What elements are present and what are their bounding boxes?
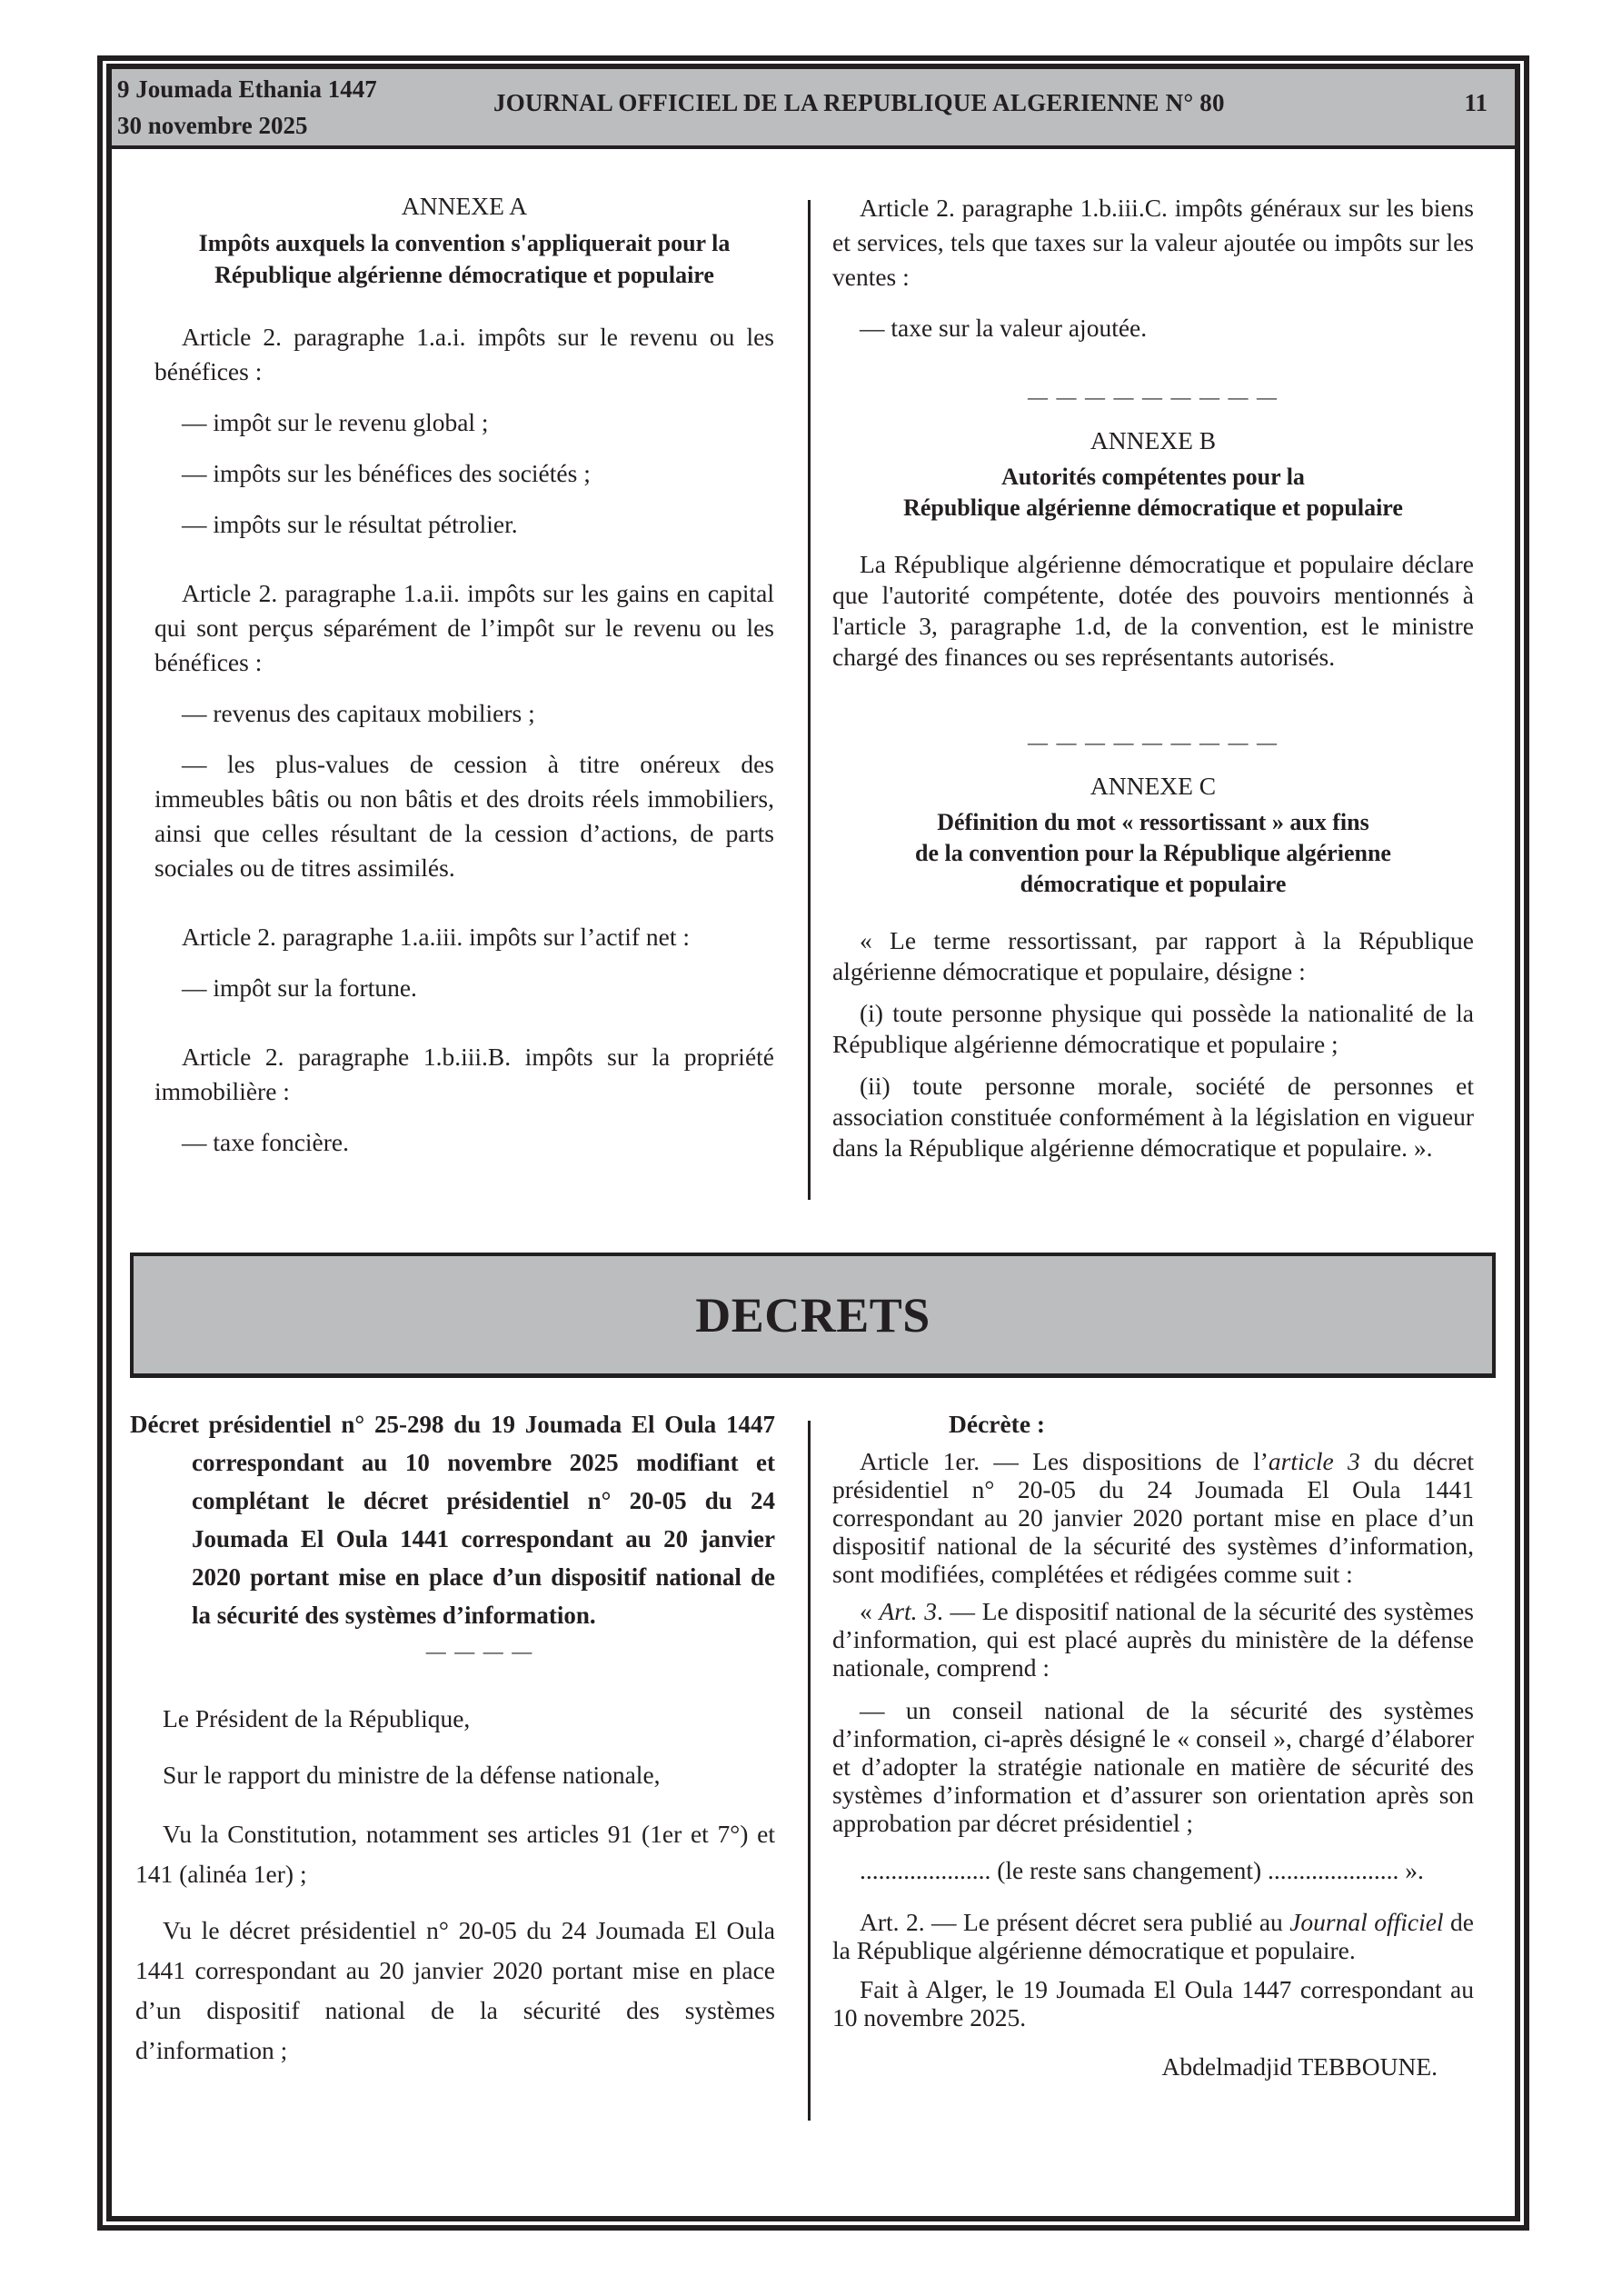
header-dates (117, 71, 377, 144)
done-at: Fait à Alger, le 19 Joumada El Oula 1447 correspondant au 10 novembre 2025. (832, 1975, 1474, 2031)
annexe-c-title-line3: démocratique et populaire (1020, 871, 1287, 897)
list-item: — taxe sur la valeur ajoutée. (860, 314, 1148, 342)
annexe-bc-column (832, 191, 1474, 1163)
page-number: 11 (1464, 89, 1488, 116)
column-divider-bottom (808, 1421, 811, 2121)
column-divider-top (808, 200, 811, 1200)
decrete-label: Décrète : (949, 1410, 1046, 1438)
annexe-c-title-line1: Définition du mot « ressortissant » aux fins (937, 809, 1369, 835)
list-item: — les plus-values de cession à titre onéreux des immeubles bâtis ou non bâtis et des droits réels immobiliers, ainsi que celles résultant de la cession d’actions, de parts sociales ou de titres assimilés. (154, 750, 774, 882)
section-banner (130, 1253, 1496, 1378)
decree-right-column (832, 1407, 1474, 2084)
annexe-c-label: ANNEXE C (1090, 772, 1217, 800)
heading-separator: — — — — (425, 1640, 534, 1662)
article-1ai: Article 2. paragraphe 1.a.i. impôts sur le revenu ou les bénéfices : (154, 323, 774, 385)
annexe-b-body: La République algérienne démocratique et populaire déclare que l'autorité compétente, dotée des pouvoirs mentionnés à l'article 3, paragraphe 1.d, de la convention, est le ministre chargé des finances ou ses représentants autorisés. (832, 550, 1474, 671)
preamble-line: Sur le rapport du ministre de la défense nationale, (163, 1761, 661, 1789)
annexe-c-item-ii: (ii) toute personne morale, société de personnes et association constituée conformément à la législation en vigueur dans la République algérienne démocratique et populaire. ». (832, 1072, 1474, 1162)
list-item: — impôts sur les bénéfices des sociétés ; (182, 459, 591, 487)
article-1biiiC: Article 2. paragraphe 1.b.iii.C. impôts généraux sur les biens et services, tels que taxes sur la valeur ajoutée ou impôts sur les ventes : (832, 194, 1474, 291)
preamble-line: Vu la Constitution, notamment ses articles 91 (1er et 7°) et 141 (alinéa 1er) ; (135, 1820, 775, 1888)
preamble-line: Vu le décret présidentiel n° 20-05 du 24 Joumada El Oula 1441 correspondant au 20 janvier 2020 portant mise en place d’un dispositif national de la sécurité des systèmes d’information ; (135, 1916, 775, 2064)
list-item: — impôt sur la fortune. (182, 973, 417, 1002)
article-1aiii: Article 2. paragraphe 1.a.iii. impôts sur l’actif net : (182, 923, 690, 951)
hijri-date: 9 Joumada Ethania 1447 (117, 75, 377, 103)
section-title: DECRETS (695, 1287, 930, 1343)
annexe-c-item-i: (i) toute personne physique qui possède la nationalité de la République algérienne démocratique et populaire ; (832, 999, 1474, 1058)
gregorian-date: 30 novembre 2025 (117, 112, 308, 139)
annexe-b-title-line2: République algérienne démocratique et populaire (903, 494, 1403, 521)
article-1biiiB: Article 2. paragraphe 1.b.iii.B. impôts sur la propriété immobilière : (154, 1043, 774, 1105)
annexe-c-intro: « Le terme ressortissant, par rapport à la République algérienne démocratique et populaire, désigne : (832, 926, 1474, 985)
list-item: — revenus des capitaux mobiliers ; (182, 699, 535, 727)
annexe-a-label: ANNEXE A (401, 192, 528, 220)
journal-header (112, 69, 1515, 149)
article-1aii: Article 2. paragraphe 1.a.ii. impôts sur les gains en capital qui sont perçus séparément de l’impôt sur le revenu ou les bénéfices : (154, 579, 774, 676)
decree-heading: Décret présidentiel n° 25-298 du 19 Joumada El Oula 1447 correspondant au 10 novembre 2025 modifiant et complétant le décret présidentiel n° 20-05 du 24 Joumada El Oula 1441 correspondant au 20 janvier 2020 portant mise en place d’un dispositif national de la sécurité des systèmes d’information. (130, 1411, 775, 1629)
article-3-item: — un conseil national de la sécurité des systèmes d’information, ci-après désigné le « conseil », chargé d’élaborer et d’adopter la stratégie nationale en matière de sécurité des systèmes d’information et d’assurer son orientation après son approbation par décret présidentiel ; (832, 1696, 1474, 1837)
annexe-c-title-line2: de la convention pour la République algérienne (915, 840, 1391, 866)
annexe-a-title-line1: Impôts auxquels la convention s'appliquerait pour la (198, 230, 731, 256)
list-item: — impôt sur le revenu global ; (182, 408, 489, 436)
separator-dashes: — — — — — — — — — (1028, 731, 1279, 754)
decree-left-column (130, 1405, 775, 2071)
article-1: Article 1er. — Les dispositions de l’article 3 du décret présidentiel n° 20-05 du 24 Joumada El Oula 1441 correspondant au 20 janvier 2020 portant mise en place d’un dispositif national de la sécurité des systèmes d’information, sont modifiées, complétées et rédigées comme suit : (832, 1447, 1474, 1588)
journal-title: JOURNAL OFFICIEL DE LA REPUBLIQUE ALGERIENNE N° 80 (493, 89, 1225, 116)
annexe-b-label: ANNEXE B (1090, 426, 1217, 454)
unchanged-note: ..................... (le reste sans changement) ..................... ». (860, 1856, 1424, 1884)
separator-dashes: — — — — — — — — — (1028, 385, 1279, 408)
article-2: Art. 2. — Le présent décret sera publié au Journal officiel de la République algérienne démocratique et populaire. (832, 1908, 1474, 1964)
list-item: — taxe foncière. (182, 1128, 350, 1156)
preamble-line: Le Président de la République, (163, 1704, 471, 1732)
list-item: — impôts sur le résultat pétrolier. (182, 510, 518, 538)
annexe-a-title-line2: République algérienne démocratique et populaire (214, 262, 714, 288)
signature: Abdelmadjid TEBBOUNE. (1161, 2052, 1438, 2081)
article-3-text: « Art. 3. — Le dispositif national de la sécurité des systèmes d’information, qui est placé auprès du ministère de la défense nationale, comprend : (832, 1597, 1474, 1682)
annexe-a-column (154, 189, 774, 1160)
annexe-b-title-line1: Autorités compétentes pour la (1001, 464, 1305, 490)
